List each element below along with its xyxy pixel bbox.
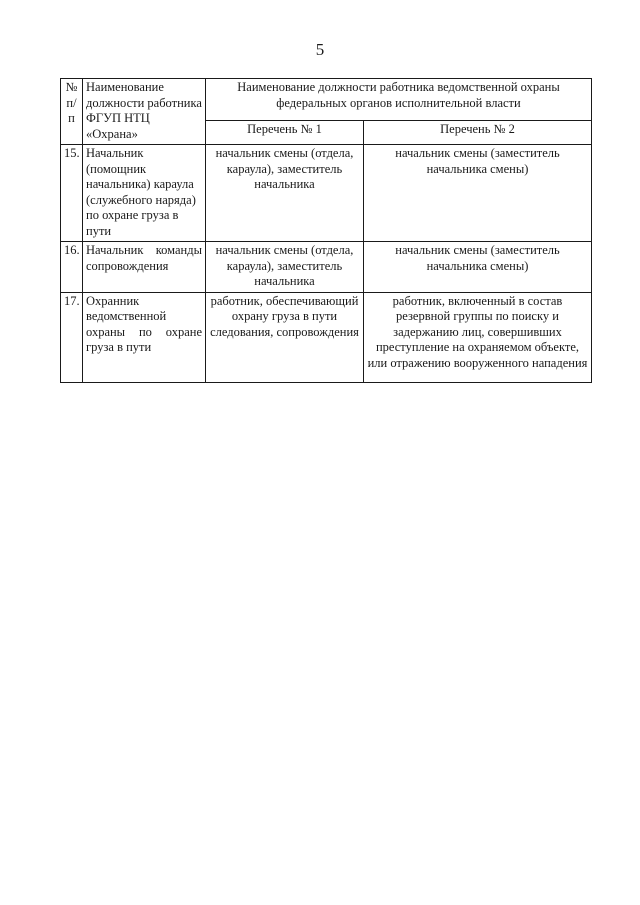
- page-number: 5: [315, 40, 325, 59]
- row-list-1: начальник смены (отдела, караула), заместитель начальника: [206, 145, 364, 242]
- row-list-1: работник, обеспечивающий охрану груза в пути следования, сопровождения: [206, 292, 364, 382]
- table-header-row: [61, 79, 592, 121]
- row-list-1: начальник смены (отдела, караула), заместитель начальника: [206, 242, 364, 293]
- row-position: Начальник команды сопровождения: [83, 242, 206, 293]
- row-position: Охранник ведомственной охраны по охране груза в пути: [83, 292, 206, 382]
- header-list-2: Перечень № 2: [364, 121, 592, 145]
- header-position: Наименование должности работника ФГУП НТЦ «Охрана»: [83, 79, 206, 145]
- header-security-group: Наименование должности работника ведомственной охраны федеральных органов исполнительной власти: [206, 79, 592, 121]
- header-number: № п/п: [61, 79, 83, 145]
- positions-table: [60, 78, 592, 383]
- row-position: Начальник (помощник начальника) караула (служебного наряда) по охране груза в пути: [83, 145, 206, 242]
- row-number: 16.: [61, 242, 83, 293]
- table-row: [61, 292, 592, 382]
- row-number: 15.: [61, 145, 83, 242]
- header-list-1: Перечень № 1: [206, 121, 364, 145]
- row-number: 17.: [61, 292, 83, 382]
- row-list-2: начальник смены (заместитель начальника смены): [364, 145, 592, 242]
- row-list-2: работник, включенный в состав резервной группы по поиску и задержанию лиц, совершивших преступление на охраняемом объекте, или отражению вооруженного нападения: [364, 292, 592, 382]
- table-row: [61, 145, 592, 242]
- row-list-2: начальник смены (заместитель начальника смены): [364, 242, 592, 293]
- table-row: [61, 242, 592, 293]
